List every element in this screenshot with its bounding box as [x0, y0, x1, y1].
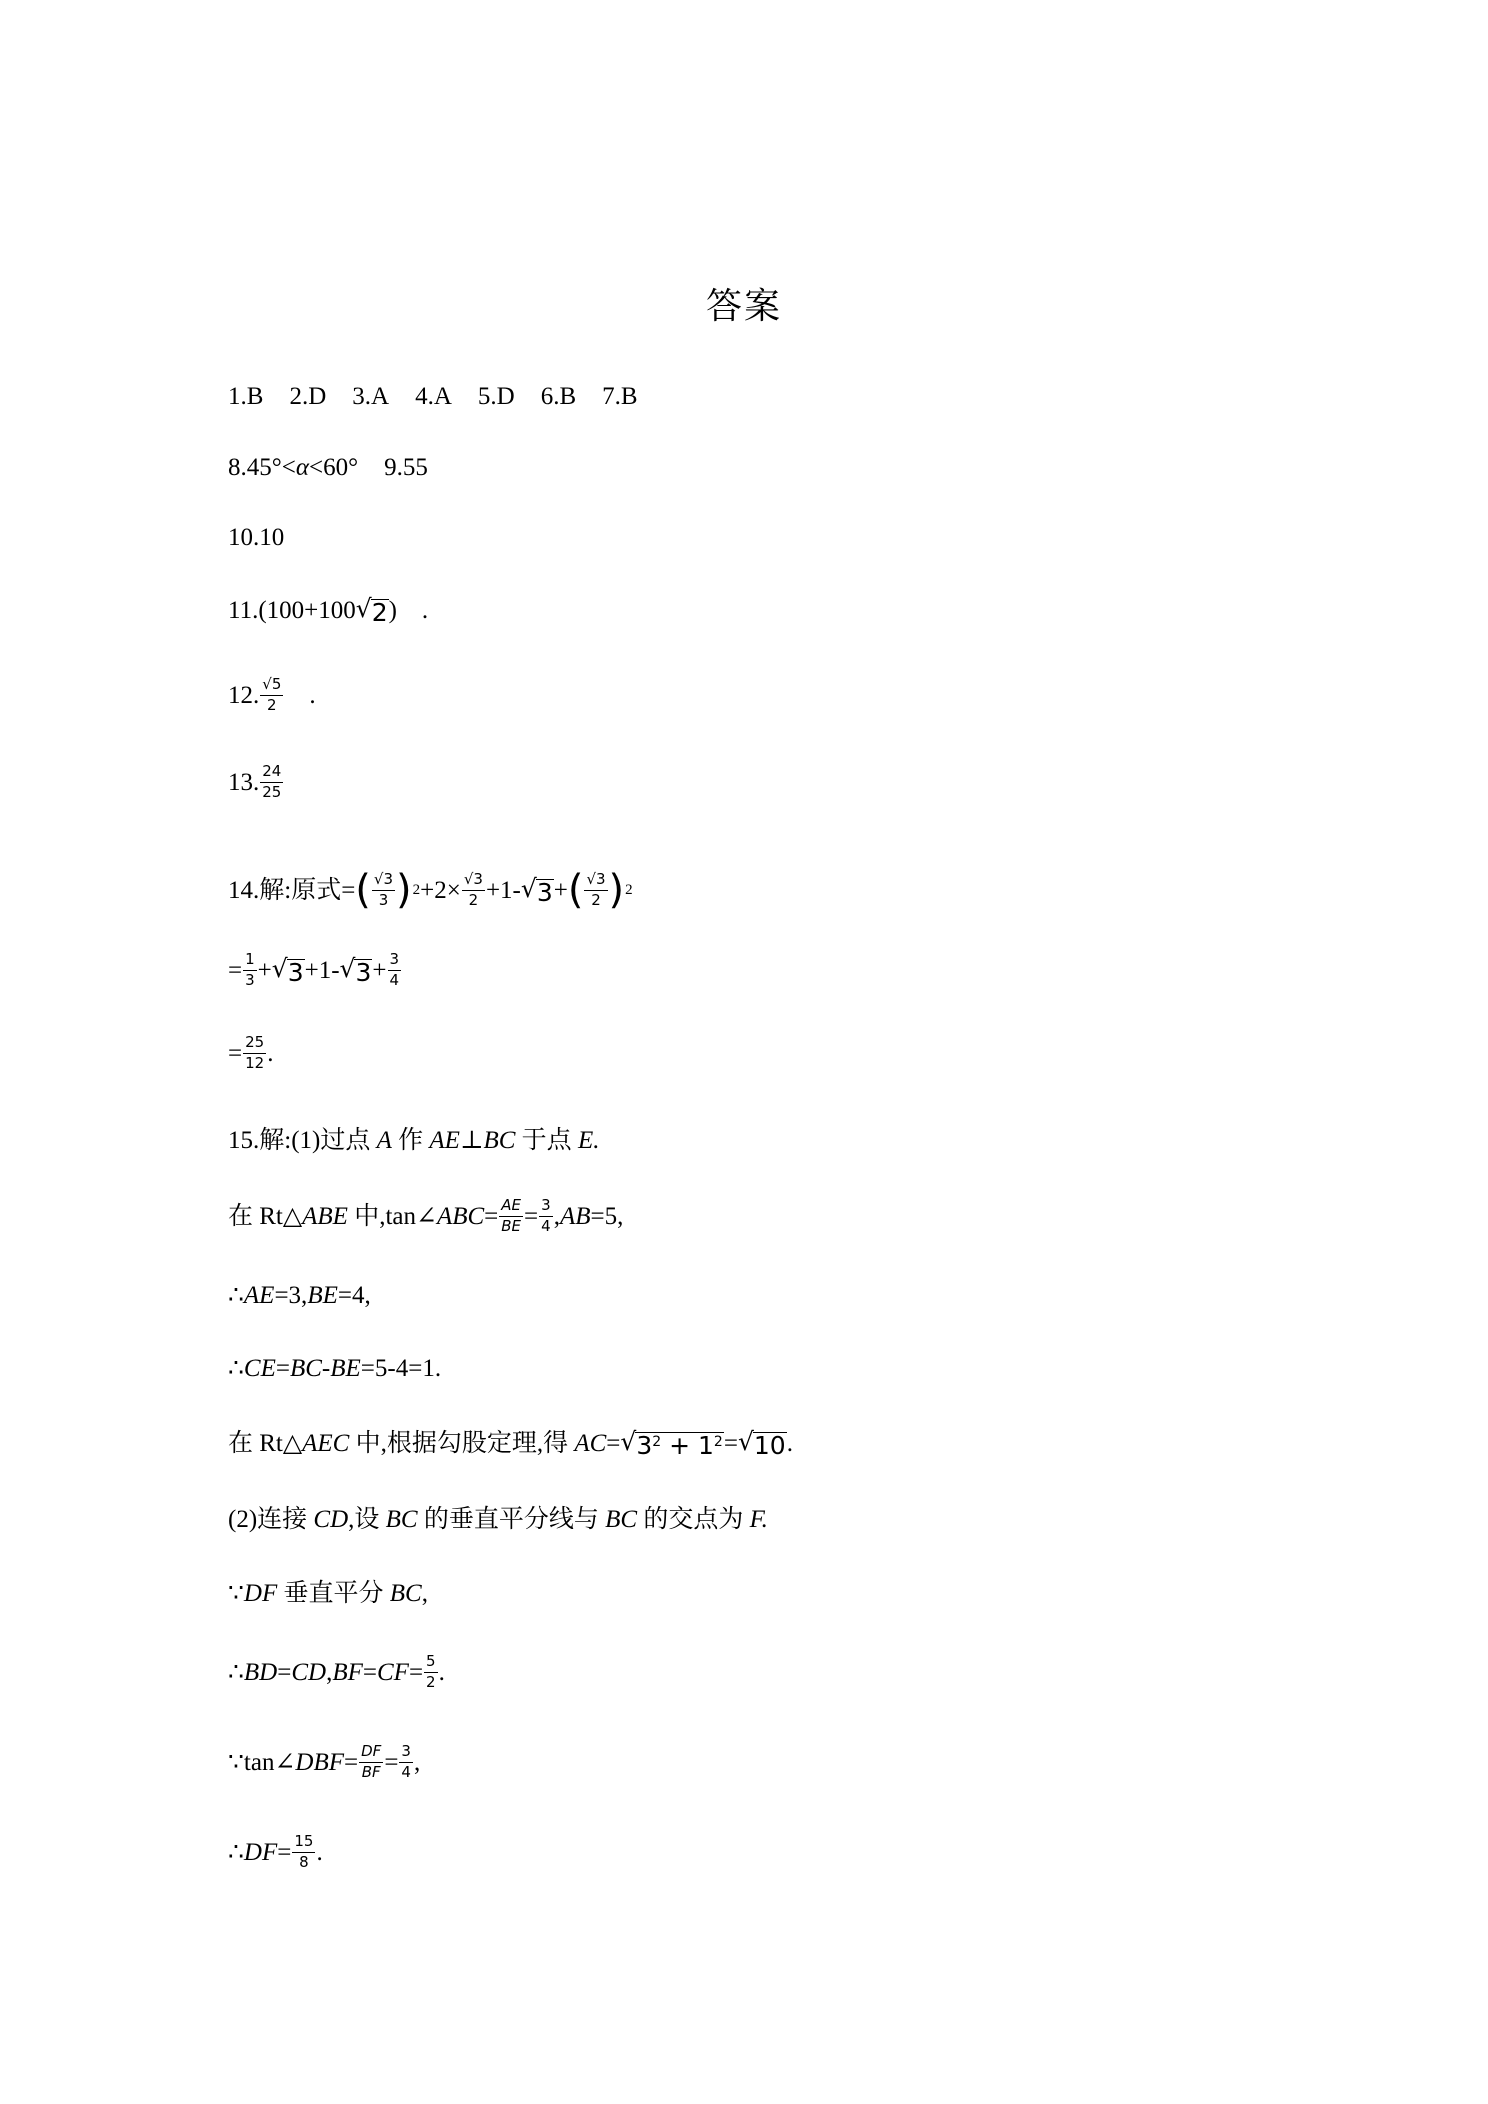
open-paren: (	[355, 867, 371, 913]
text: ∵tan∠	[228, 1748, 296, 1776]
q14-mid-3: +	[553, 876, 568, 904]
point-a: A	[376, 1126, 392, 1154]
fraction-24-over-25: $\frac{24}{25}$	[262, 762, 282, 801]
equals: =	[484, 1202, 499, 1230]
text: 作	[391, 1126, 430, 1154]
segment-be: BE	[307, 1281, 338, 1309]
answer-2: 2.D	[289, 382, 327, 410]
answer-13-prefix: 13.	[228, 768, 260, 796]
segment-ae: AE	[243, 1281, 275, 1309]
answer-11-suffix: ) .	[388, 596, 429, 624]
text: (2)连接	[228, 1505, 314, 1533]
equals: =	[344, 1748, 359, 1776]
fraction-3-over-4: $\frac{3}{4}$	[401, 1742, 411, 1781]
answer-12	[228, 665, 316, 725]
segment-df: DF	[243, 1579, 278, 1607]
answer-5: 5.D	[477, 382, 515, 410]
fraction-sqrt3-over-3: $\frac{√3}{3}$	[373, 870, 394, 909]
text: 的垂直平分线与	[417, 1505, 606, 1533]
q15-line-4	[228, 1338, 441, 1398]
text: 垂直平分	[277, 1579, 390, 1607]
answer-11-prefix: 11.(100+100	[228, 596, 356, 624]
segment-be: BE	[330, 1354, 361, 1382]
sqrt-3: √ 3	[339, 953, 372, 987]
text: =3,	[274, 1281, 308, 1309]
therefore-symbol: ∴	[228, 1658, 244, 1686]
segment-bd: BD	[243, 1658, 278, 1686]
q15-line-2	[228, 1181, 623, 1251]
angle-dbf: DBF	[295, 1748, 345, 1776]
answer-3: 3.A	[352, 382, 390, 410]
perp-symbol: ⊥	[459, 1126, 484, 1154]
sqrt-3: √ 3	[520, 873, 553, 907]
text: 的交点为	[637, 1505, 750, 1533]
equals: =	[408, 1658, 424, 1686]
segment-bc: BC	[385, 1505, 418, 1533]
segment-cf: CF	[376, 1658, 409, 1686]
therefore-symbol: ∴	[228, 1281, 244, 1309]
equals: =	[384, 1748, 399, 1776]
q14-line-3	[228, 1023, 273, 1083]
q15-line-10	[228, 1817, 323, 1887]
segment-cd: CD	[291, 1658, 327, 1686]
fraction-1-over-3: $\frac{1}{3}$	[245, 950, 255, 989]
exponent: 2	[625, 881, 633, 898]
plus: +	[372, 956, 387, 984]
answer-10	[228, 507, 284, 567]
equals: =	[275, 1354, 290, 1382]
answers-8-9	[228, 437, 428, 497]
answer-8-suffix: <60°	[308, 453, 359, 481]
answer-13	[228, 752, 284, 812]
fraction-3-over-4: $\frac{3}{4}$	[541, 1196, 551, 1235]
answer-1: 1.B	[228, 382, 264, 410]
angle-abc: ABC	[436, 1202, 485, 1230]
period: .	[786, 1429, 793, 1457]
exponent: 2	[412, 881, 421, 898]
sqrt-2: √ 2	[355, 593, 388, 627]
close-paren: )	[396, 867, 412, 913]
text: 于点	[515, 1126, 578, 1154]
answer-10-text: 10.10	[228, 523, 285, 551]
therefore-symbol: ∴	[228, 1838, 244, 1866]
period: .	[267, 1039, 274, 1067]
segment-bc: BC	[289, 1354, 322, 1382]
text: ,设	[348, 1505, 386, 1533]
because-symbol: ∵	[228, 1579, 244, 1607]
answers-1-7	[228, 366, 638, 426]
sqrt-3: √ 3	[271, 953, 304, 987]
fraction-sqrt5-over-2: $\frac{√5}{2}$	[262, 675, 282, 714]
answer-11	[228, 580, 428, 640]
equals: =	[277, 1658, 292, 1686]
text: 在 Rt△	[228, 1429, 303, 1457]
therefore-symbol: ∴	[228, 1354, 244, 1382]
comma: ,	[421, 1579, 428, 1607]
text: =5-4=1.	[360, 1354, 442, 1382]
plus-one-minus: +1-	[304, 956, 340, 984]
comma: ,	[413, 1748, 421, 1776]
segment-ab: AB	[559, 1202, 591, 1230]
point-e: E.	[577, 1126, 600, 1154]
q15-line-7	[228, 1563, 428, 1623]
fraction-15-over-8: $\frac{15}{8}$	[294, 1832, 314, 1871]
segment-ce: CE	[243, 1354, 276, 1382]
triangle-abe: ABE	[302, 1202, 348, 1230]
point-f: F.	[749, 1505, 768, 1533]
segment-bc: BC	[483, 1126, 516, 1154]
fraction-25-over-12: $\frac{25}{12}$	[245, 1033, 265, 1072]
alpha-symbol: α	[295, 453, 309, 481]
equals: =	[277, 1838, 292, 1866]
segment-bc: BC	[605, 1505, 638, 1533]
answer-4: 4.A	[415, 382, 452, 410]
period: .	[438, 1658, 445, 1686]
segment-ae: AE	[429, 1126, 460, 1154]
answer-12-suffix: .	[284, 681, 316, 709]
answer-9: 9.55	[384, 453, 428, 481]
fraction-sqrt3-over-2: $\frac{√3}{2}$	[586, 870, 606, 909]
q15-line-1	[228, 1110, 599, 1170]
q15-line-9	[228, 1727, 420, 1797]
q14-mid-1: +2×	[420, 876, 461, 904]
q14-line-2	[228, 940, 402, 1000]
text: 15.解:(1)过点	[228, 1126, 377, 1154]
segment-df: DF	[243, 1838, 278, 1866]
text: =4,	[337, 1281, 371, 1309]
equals: =	[228, 1039, 243, 1067]
fraction-5-over-2: $\frac{5}{2}$	[426, 1652, 436, 1691]
plus: +	[257, 956, 272, 984]
close-paren: )	[608, 867, 625, 913]
equals: =	[228, 956, 243, 984]
q15-line-5	[228, 1413, 793, 1473]
q14-prefix: 14.解:原式=	[228, 876, 356, 904]
q15-line-8	[228, 1642, 445, 1702]
segment-bc: BC	[389, 1579, 422, 1607]
equals: =	[524, 1202, 539, 1230]
q15-line-6	[228, 1489, 768, 1549]
fraction-3-over-4: $\frac{3}{4}$	[389, 950, 400, 989]
triangle-aec: AEC	[302, 1429, 350, 1457]
text: =5,	[590, 1202, 624, 1230]
segment-bf: BF	[332, 1658, 363, 1686]
segment-cd: CD	[313, 1505, 349, 1533]
fraction-df-over-bf: $\frac{DF}{BF}$	[361, 1742, 382, 1781]
q15-line-3	[228, 1265, 371, 1325]
page-title: 答案	[705, 286, 782, 327]
sqrt-10: √ 10	[737, 1426, 786, 1460]
open-paren: (	[567, 867, 584, 913]
segment-ac: AC	[574, 1429, 607, 1457]
comma: ,	[326, 1658, 333, 1686]
q14-line-1	[228, 850, 633, 930]
equals: =	[362, 1658, 377, 1686]
comma: ,	[553, 1202, 560, 1230]
fraction-sqrt3-over-2: $\frac{√3}{2}$	[463, 870, 483, 909]
period: .	[316, 1838, 323, 1866]
answer-8-prefix: 8.45°<	[228, 453, 296, 481]
text: 中,tan∠	[347, 1202, 437, 1230]
text: 在 Rt△	[228, 1202, 303, 1230]
q14-mid-2: +1-	[485, 876, 521, 904]
fraction-ae-over-be: $\frac{AE}{BE}$	[501, 1196, 522, 1235]
answer-12-prefix: 12.	[228, 681, 260, 709]
answer-7: 7.B	[602, 382, 638, 410]
equals: =	[723, 1429, 738, 1457]
answer-6: 6.B	[540, 382, 577, 410]
equals: =	[606, 1429, 621, 1457]
minus: -	[321, 1354, 331, 1382]
text: 中,根据勾股定理,得	[349, 1429, 575, 1457]
sqrt-3sq-plus-1sq: √ $3^2 + 1^2$	[620, 1426, 723, 1460]
